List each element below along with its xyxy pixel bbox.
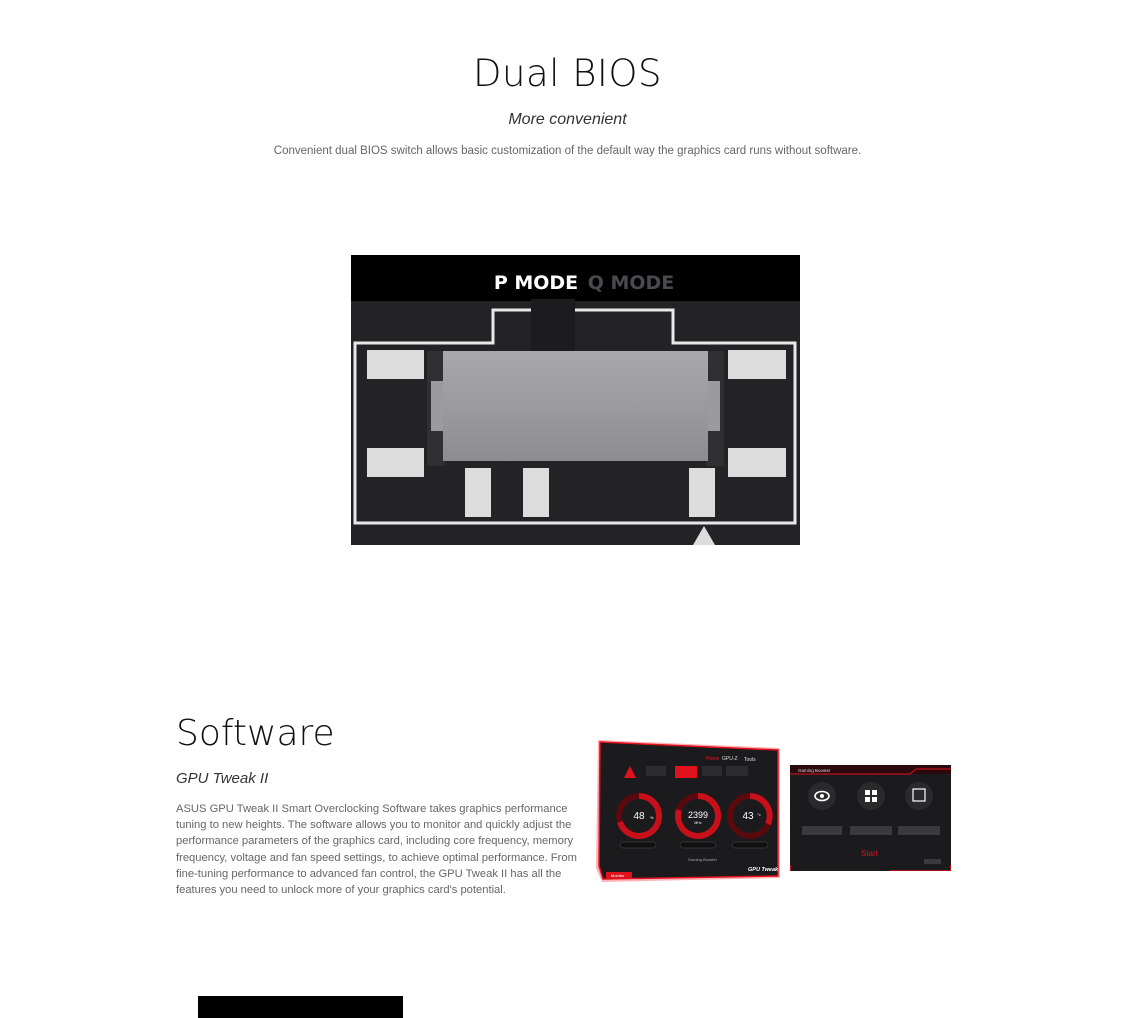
monitor-button: Monitor [611,873,625,878]
gauge-temp-value: 43 [742,811,754,822]
dual-bios-subtitle: More convenient [508,111,627,128]
gaming-booster-title: Gaming Booster [798,768,831,773]
gaming-booster-window-image [790,765,951,871]
tab-gpu-z: GPU-Z [722,756,738,762]
p-mode-label: P MODE [493,272,579,294]
gauge-usage-value: 48 [633,811,645,822]
software-description: ASUS GPU Tweak II Smart Overclocking Software takes graphics performance tuning to new heights. The software allows you to monitor and quickly adjust the performance parameters of the graphics card, including core frequency, memory frequency, voltage and fan speed settings, to achieve optimal performance. From fine-tuning performance to advanced fan control, the GPU Tweak II has all the features you need to unlock more of your graphics card's potential. [176,803,577,897]
gpu-tweak-brand: GPU Tweak II [748,867,783,873]
gauge-speed-value: 2399 [687,810,709,820]
q-mode-label: Q MODE [587,272,675,294]
dual-bios-switch-image [351,255,800,545]
software-subtitle: GPU Tweak II [176,770,269,787]
software-title: Software [176,713,335,754]
gpu-tweak-main-window-image [594,738,784,884]
gauge-usage-unit: % [650,815,654,820]
gaming-booster-start: Start [861,849,878,858]
video-thumbnail-bar[interactable] [198,996,403,1018]
gaming-booster-link: Gaming Booster [688,857,717,862]
tab-home: Home [706,756,720,762]
gauge-temp-unit: °c [757,812,761,817]
tab-tools: Tools [744,757,756,763]
dual-bios-title: Dual BIOS [473,52,662,95]
dual-bios-description: Convenient dual BIOS switch allows basic customization of the default way the graphics card runs without software. [273,145,862,157]
gauge-speed-unit: MHz [694,821,702,825]
